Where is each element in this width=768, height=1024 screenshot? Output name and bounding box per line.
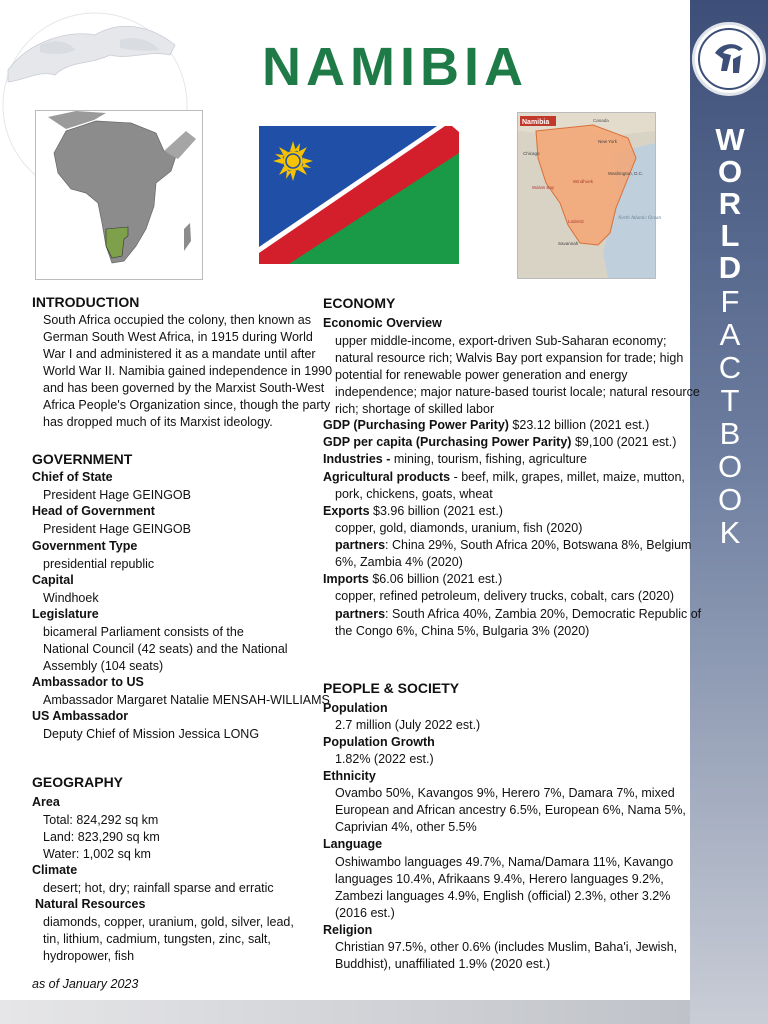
sidebar-letter: R <box>718 186 742 221</box>
gdp-row <box>323 417 649 434</box>
text-line: Total: 824,292 sq km <box>43 813 159 827</box>
geography-heading: GEOGRAPHY <box>32 774 124 790</box>
climate-label: Climate <box>32 863 78 877</box>
sidebar-letter: A <box>719 317 741 352</box>
map-label: Canada <box>593 118 609 123</box>
text-line: Africa People's Organization since, though the party <box>43 398 331 412</box>
map-label: Savannah <box>558 241 579 246</box>
exports-label: Exports <box>323 504 370 518</box>
religion-value <box>335 939 677 973</box>
head-of-government-value: President Hage GEINGOB <box>43 522 191 536</box>
text-line: diamonds, copper, uranium, gold, silver, lead, <box>43 915 294 929</box>
gdp-per-capita-row <box>323 434 676 451</box>
text-line: tin, lithium, cadmium, tungsten, zinc, salt, <box>43 932 271 946</box>
introduction-text <box>43 312 332 431</box>
imports-partners-value: : South Africa 40%, Zambia 20%, Democratic Republic of <box>385 607 702 621</box>
legislature-value <box>43 624 288 675</box>
area-value <box>43 812 160 863</box>
exports-partners-value: : China 29%, South Africa 20%, Botswana 8%, Belgium <box>385 538 692 552</box>
map-label: Windhoek <box>573 179 594 184</box>
natural-resources-value <box>43 914 294 965</box>
us-ambassador-label: US Ambassador <box>32 709 129 723</box>
gdp-value: $23.12 billion (2021 est.) <box>508 418 650 432</box>
sidebar-factbook-word <box>700 286 760 550</box>
industries-value: mining, tourism, fishing, agriculture <box>390 452 587 466</box>
natural-resources-label: Natural Resources <box>35 897 146 911</box>
climate-value: desert; hot, dry; rainfall sparse and erratic <box>43 881 274 895</box>
imports-goods: copper, refined petroleum, delivery trucks, cobalt, cars (2020) <box>335 589 675 603</box>
cia-seal-icon <box>692 22 766 96</box>
agricultural-products-row <box>323 469 685 486</box>
text-line: rich; shortage of skilled labor <box>335 402 495 416</box>
sidebar-letter: K <box>719 515 741 550</box>
introduction-heading: INTRODUCTION <box>32 294 140 310</box>
sidebar-letter: W <box>715 122 745 157</box>
bottom-strip <box>0 1000 690 1024</box>
text-line: Caprivian 4%, other 5.5% <box>335 820 477 834</box>
map-label: Washington, D.C. <box>608 171 644 176</box>
sidebar-world-word <box>700 124 760 284</box>
text-line: Buddhist), unaffiliated 1.9% (2020 est.) <box>335 957 551 971</box>
namibia-flag <box>259 126 459 264</box>
gdp-per-capita-label: GDP per capita (Purchasing Power Parity) <box>323 435 572 449</box>
government-type-value: presidential republic <box>43 557 155 571</box>
sidebar-letter: O <box>717 154 743 189</box>
agricultural-products-value: - beef, milk, grapes, millet, maize, mutton, <box>450 470 685 484</box>
globe-graphic <box>0 0 185 100</box>
population-label: Population <box>323 701 388 715</box>
text-line: National Council (42 seats) and the National <box>43 642 288 656</box>
government-heading: GOVERNMENT <box>32 451 133 467</box>
ethnicity-value <box>335 785 686 836</box>
text-line: natural resource rich; Walvis Bay port expansion for trade; high <box>335 351 684 365</box>
map-label: New York <box>598 139 618 144</box>
area-comparison-map <box>517 112 661 279</box>
sidebar-letter: F <box>720 284 740 319</box>
area-label: Area <box>32 795 60 809</box>
agricultural-products-label: Agricultural products <box>323 470 451 484</box>
text-line: hydropower, fish <box>43 949 135 963</box>
as-of-date: as of January 2023 <box>32 977 139 991</box>
text-line: German South West Africa, in 1915 during World <box>43 330 313 344</box>
map-label: North Atlantic Ocean <box>618 216 661 221</box>
text-line: European and African ancestry 6.5%, European 6%, Nama 5%, <box>335 803 686 817</box>
text-line: and has been governed by the Marxist South-West <box>43 381 325 395</box>
partners-label: partners <box>335 538 386 552</box>
sidebar-letter: O <box>717 482 743 517</box>
agricultural-products-cont: pork, chickens, goats, wheat <box>335 487 493 501</box>
sidebar-letter: O <box>717 449 743 484</box>
text-line: World War II. Namibia gained independence in 1990 <box>43 364 333 378</box>
legislature-label: Legislature <box>32 607 99 621</box>
text-line: South Africa occupied the colony, then known as <box>43 313 311 327</box>
economic-overview-label: Economic Overview <box>323 316 442 330</box>
imports-row <box>323 571 502 588</box>
imports-partners-cont: the Congo 6%, China 5%, Bulgaria 3% (2020) <box>335 624 590 638</box>
text-line: Assembly (104 seats) <box>43 659 164 673</box>
sidebar-letter: T <box>720 383 740 418</box>
head-of-government-label: Head of Government <box>32 504 155 518</box>
population-growth-value: 1.82% (2022 est.) <box>335 752 434 766</box>
text-line: Christian 97.5%, other 0.6% (includes Muslim, Baha'i, Jewish, <box>335 940 678 954</box>
text-line: languages 10.4%, Afrikaans 9.4%, Herero languages 9.2%, <box>335 872 664 886</box>
text-line: Ovambo 50%, Kavangos 9%, Herero 7%, Damara 7%, mixed <box>335 786 675 800</box>
sidebar-letter: L <box>720 218 740 253</box>
imports-label: Imports <box>323 572 369 586</box>
text-line: independence; major nature-based tourist locale; natural resource <box>335 385 700 399</box>
map-label: Lüderitz <box>568 219 585 224</box>
exports-partners <box>335 537 691 554</box>
text-line: potential for renewable power generation and energy <box>335 368 628 382</box>
capital-value: Windhoek <box>43 591 99 605</box>
compare-country-label: Namibia <box>522 119 550 126</box>
industries-row <box>323 451 587 468</box>
africa-locator-map <box>35 110 203 280</box>
population-growth-label: Population Growth <box>323 735 435 749</box>
partners-label: partners <box>335 607 386 621</box>
government-type-label: Government Type <box>32 539 138 553</box>
economic-overview-value <box>335 333 700 418</box>
text-line: Water: 1,002 sq km <box>43 847 151 861</box>
page-title: NAMIBIA <box>262 37 528 97</box>
exports-partners-cont: 6%, Zambia 4% (2020) <box>335 555 463 569</box>
ambassador-to-us-label: Ambassador to US <box>32 675 144 689</box>
text-line: (2016 est.) <box>335 906 395 920</box>
text-line: Zambezi languages 4.9%, English (official) 2.3%, other 3.2% <box>335 889 671 903</box>
sidebar-letter: C <box>718 350 742 385</box>
capital-label: Capital <box>32 573 74 587</box>
gdp-per-capita-value: $9,100 (2021 est.) <box>571 435 677 449</box>
text-line: upper middle-income, export-driven Sub-Saharan economy; <box>335 334 667 348</box>
text-line: Oshiwambo languages 49.7%, Nama/Damara 11%, Kavango <box>335 855 674 869</box>
people-society-heading: PEOPLE & SOCIETY <box>323 680 460 696</box>
gdp-label: GDP (Purchasing Power Parity) <box>323 418 509 432</box>
imports-value: $6.06 billion (2021 est.) <box>368 572 503 586</box>
text-line: has dropped much of its Marxist ideology. <box>43 415 273 429</box>
exports-goods: copper, gold, diamonds, uranium, fish (2020) <box>335 521 583 535</box>
text-line: bicameral Parliament consists of the <box>43 625 244 639</box>
language-value <box>335 854 673 922</box>
sidebar-letter: D <box>718 250 742 285</box>
map-label: Chicago <box>523 151 540 156</box>
map-label: Walvis Bay <box>532 185 555 190</box>
religion-label: Religion <box>323 923 373 937</box>
ethnicity-label: Ethnicity <box>323 769 376 783</box>
language-label: Language <box>323 837 383 851</box>
imports-partners <box>335 606 701 623</box>
exports-value: $3.96 billion (2021 est.) <box>369 504 503 518</box>
chief-of-state-label: Chief of State <box>32 470 113 484</box>
text-line: Land: 823,290 sq km <box>43 830 160 844</box>
us-ambassador-value: Deputy Chief of Mission Jessica LONG <box>43 727 260 741</box>
population-value: 2.7 million (July 2022 est.) <box>335 718 481 732</box>
exports-row <box>323 503 503 520</box>
economy-heading: ECONOMY <box>323 295 396 311</box>
ambassador-to-us-value: Ambassador Margaret Natalie MENSAH-WILLIAMS <box>43 693 330 707</box>
text-line: War I and administered it as a mandate until after <box>43 347 316 361</box>
chief-of-state-value: President Hage GEINGOB <box>43 488 191 502</box>
sidebar-letter: B <box>719 416 741 451</box>
industries-label: Industries - <box>323 452 391 466</box>
